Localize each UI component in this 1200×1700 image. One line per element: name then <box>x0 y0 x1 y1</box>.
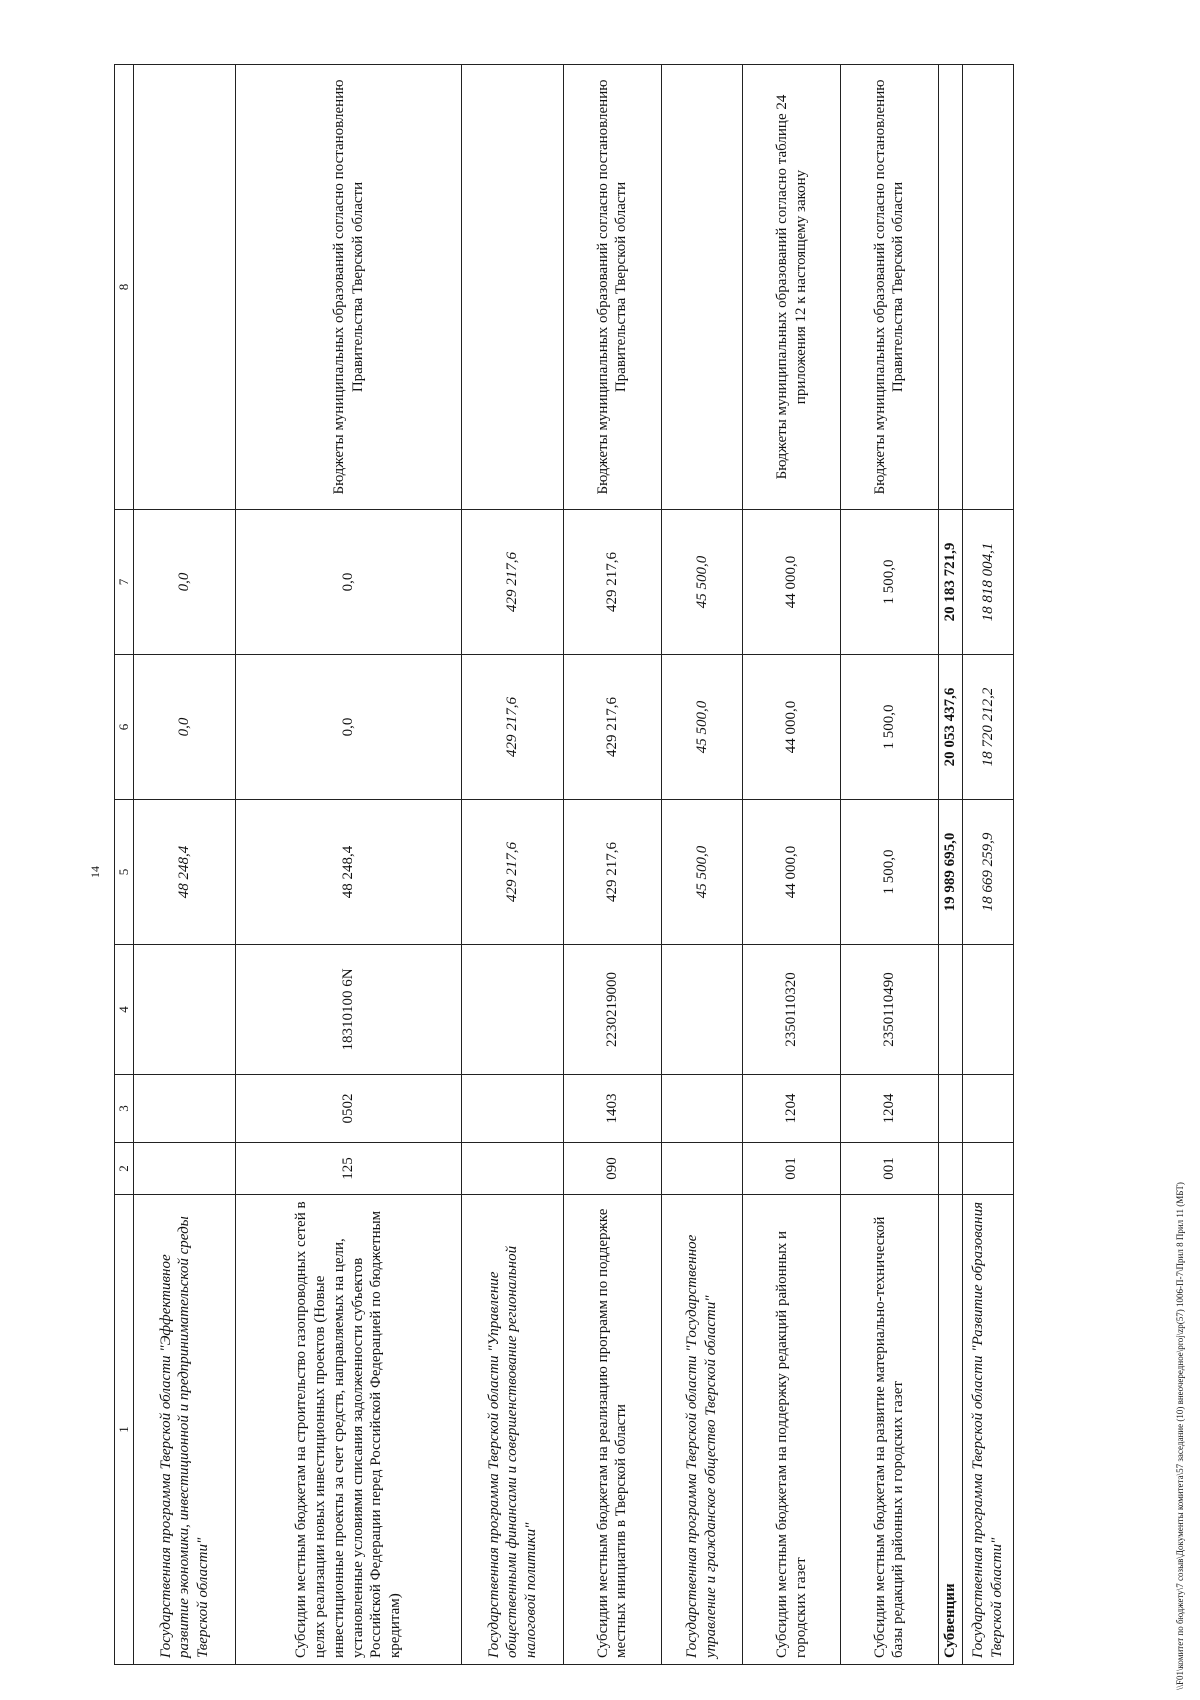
header-cell: 1 <box>115 1195 134 1665</box>
row-c8 <box>462 65 564 510</box>
row-c7: 44 000,0 <box>743 510 841 655</box>
row-c4 <box>938 945 962 1075</box>
row-c2 <box>661 1143 742 1195</box>
row-c7: 429 217,6 <box>564 510 662 655</box>
row-c6: 45 500,0 <box>661 655 742 800</box>
row-c7: 0,0 <box>134 510 236 655</box>
row-c6: 44 000,0 <box>743 655 841 800</box>
row-name: Субсидии местным бюджетам на поддержку редакций районных и городских газет <box>743 1195 841 1665</box>
row-c6: 0,0 <box>236 655 462 800</box>
row-name: Государственная программа Тверской области "Управление общественными финансами и совершенствование региональной налоговой политики" <box>462 1195 564 1665</box>
row-c5: 1 500,0 <box>841 800 939 945</box>
row-c2: 001 <box>743 1143 841 1195</box>
row-c3: 1204 <box>743 1075 841 1143</box>
table-row <box>236 65 462 1665</box>
row-c3 <box>938 1075 962 1143</box>
row-c6: 429 217,6 <box>564 655 662 800</box>
row-c2 <box>134 1143 236 1195</box>
row-c6: 20 053 437,6 <box>938 655 962 800</box>
table-row <box>462 65 564 1665</box>
header-cell: 8 <box>115 65 134 510</box>
header-cell: 2 <box>115 1143 134 1195</box>
row-c3: 1403 <box>564 1075 662 1143</box>
table-row <box>564 65 662 1665</box>
row-c5: 429 217,6 <box>564 800 662 945</box>
table-row <box>661 65 742 1665</box>
row-c2: 090 <box>564 1143 662 1195</box>
row-c4: 2350110490 <box>841 945 939 1075</box>
row-name: Государственная программа Тверской области "Развитие образования Тверской области" <box>963 1195 1014 1665</box>
row-c8: Бюджеты муниципальных образований согласно постановлению Правительства Тверской области <box>564 65 662 510</box>
row-c3 <box>963 1075 1014 1143</box>
row-c2: 125 <box>236 1143 462 1195</box>
row-c2 <box>963 1143 1014 1195</box>
row-c4: 2350110320 <box>743 945 841 1075</box>
row-c7: 18 818 004,1 <box>963 510 1014 655</box>
row-c3: 1204 <box>841 1075 939 1143</box>
table-row <box>841 65 939 1665</box>
row-c8 <box>134 65 236 510</box>
row-c4: 18310100 6N <box>236 945 462 1075</box>
row-c5: 45 500,0 <box>661 800 742 945</box>
row-c4 <box>661 945 742 1075</box>
row-c3 <box>661 1075 742 1143</box>
row-c8: Бюджеты муниципальных образований согласно постановлению Правительства Тверской области <box>841 65 939 510</box>
row-name: Субвенции <box>938 1195 962 1665</box>
row-c4 <box>462 945 564 1075</box>
row-c8 <box>661 65 742 510</box>
row-c4 <box>963 945 1014 1075</box>
row-c5: 48 248,4 <box>236 800 462 945</box>
row-c5: 48 248,4 <box>134 800 236 945</box>
table-row <box>134 65 236 1665</box>
row-c3 <box>134 1075 236 1143</box>
row-c6: 18 720 212,2 <box>963 655 1014 800</box>
table-row <box>743 65 841 1665</box>
row-c5: 44 000,0 <box>743 800 841 945</box>
table-row <box>963 65 1014 1665</box>
file-path-footer: \\F01\комитет по бюджету\7 созыв\Документы комитета\57 заседание (10) внеочередное\proj\zp(57) 1006-П-7\Прил 8 Прил 11 (МБТ) <box>1175 1182 1185 1690</box>
row-name: Государственная программа Тверской области "Эффективное развитие экономики, инвестиционной и предпринимательской среды Тверской области" <box>134 1195 236 1665</box>
row-c3: 0502 <box>236 1075 462 1143</box>
row-c2 <box>938 1143 962 1195</box>
header-cell: 7 <box>115 510 134 655</box>
row-c5: 429 217,6 <box>462 800 564 945</box>
row-c8 <box>938 65 962 510</box>
row-c6: 0,0 <box>134 655 236 800</box>
header-cell: 3 <box>115 1075 134 1143</box>
row-c8 <box>963 65 1014 510</box>
header-cell: 5 <box>115 800 134 945</box>
row-c4 <box>134 945 236 1075</box>
row-c7: 0,0 <box>236 510 462 655</box>
row-c4: 2230219000 <box>564 945 662 1075</box>
row-c7: 1 500,0 <box>841 510 939 655</box>
row-name: Субсидии местным бюджетам на реализацию программ по поддержке местных инициатив в Тверской области <box>564 1195 662 1665</box>
header-cell: 6 <box>115 655 134 800</box>
header-row <box>115 65 134 1665</box>
row-c8: Бюджеты муниципальных образований согласно постановлению Правительства Тверской области <box>236 65 462 510</box>
header-cell: 4 <box>115 945 134 1075</box>
row-c7: 45 500,0 <box>661 510 742 655</box>
row-c3 <box>462 1075 564 1143</box>
row-name: Государственная программа Тверской области "Государственное управление и гражданское общество Тверской области" <box>661 1195 742 1665</box>
row-name: Субсидии местным бюджетам на строительство газопроводных сетей в целях реализации новых инвестиционных проектов (Новые инвестиционные проекты за счет средств, направляемых на цели, установленные условиями списания задолженности субъектов Российской Федерации перед Российской Федерацией по бюджетным кредитам) <box>236 1195 462 1665</box>
row-c6: 429 217,6 <box>462 655 564 800</box>
row-c7: 429 217,6 <box>462 510 564 655</box>
row-c7: 20 183 721,9 <box>938 510 962 655</box>
row-c2 <box>462 1143 564 1195</box>
row-name: Субсидии местным бюджетам на развитие материально-технической базы редакций районных и городских газет <box>841 1195 939 1665</box>
row-c2: 001 <box>841 1143 939 1195</box>
row-c5: 19 989 695,0 <box>938 800 962 945</box>
table-row <box>938 65 962 1665</box>
row-c8: Бюджеты муниципальных образований согласно таблице 24 приложения 12 к настоящему закону <box>743 65 841 510</box>
budget-table <box>114 65 1014 1665</box>
row-c6: 1 500,0 <box>841 655 939 800</box>
page-number: 14 <box>88 866 102 878</box>
row-c5: 18 669 259,9 <box>963 800 1014 945</box>
